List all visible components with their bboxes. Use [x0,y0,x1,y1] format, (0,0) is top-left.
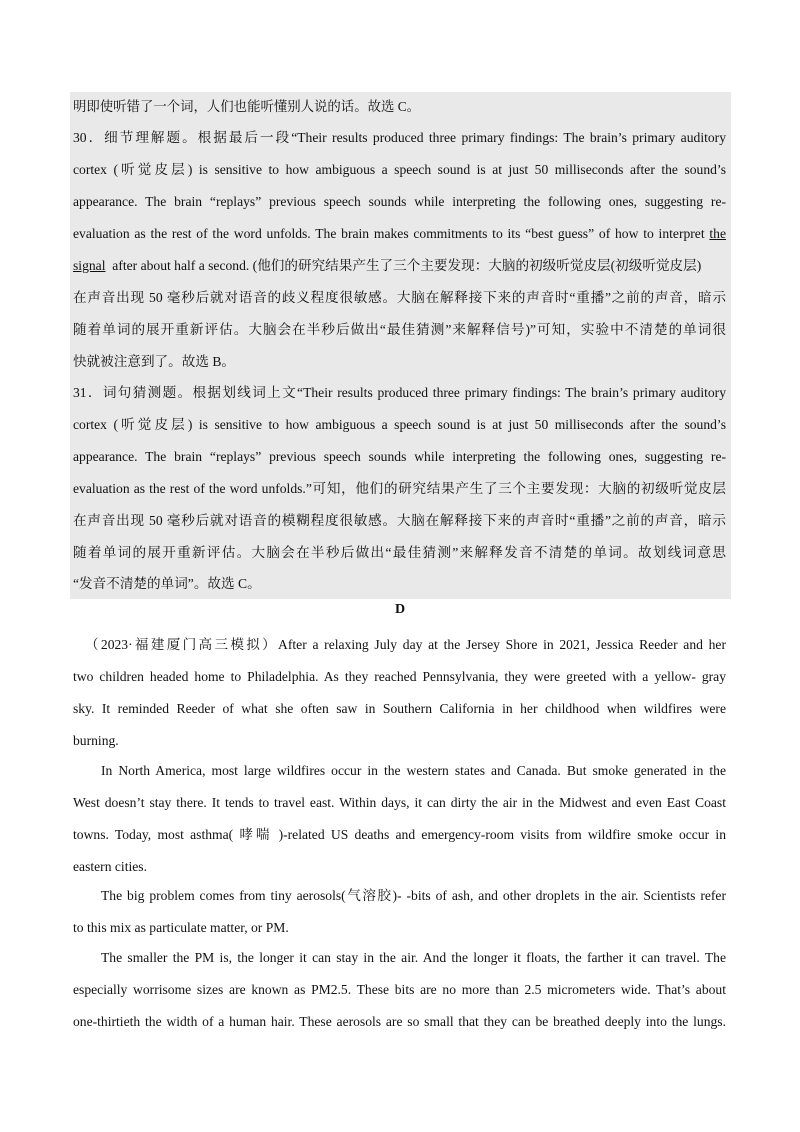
answer-30-line: 30．细节理解题。根据最后一段“Their results produced three primary findings: The brain’s primary auditory [73,130,726,145]
answer-line: 明即使听错了一个词，人们也能听懂别人说的话。故选 C。 [73,99,421,114]
answer-30-line: cortex (听觉皮层) is sensitive to how ambiguous a speech sound is at just 50 milliseconds after the sound’s [73,162,726,177]
underlined-word: signal [73,258,106,273]
section-heading: D [394,602,406,617]
passage-line: sky. It reminded Reeder of what she often saw in Southern California in her childhood when wildfires were [73,701,726,716]
passage-line: West doesn’t stay there. It tends to travel east. Within days, it can dirty the air in the Midwest and even East Coast [73,795,726,810]
passage-line: eastern cities. [73,859,147,874]
passage-line: one-thirtieth the width of a human hair. These aerosols are so small that they can be breathed deeply into the lungs. [73,1014,726,1029]
passage-line: （2023·福建厦门高三模拟）After a relaxing July day at the Jersey Shore in 2021, Jessica Reeder and her [85,637,726,652]
answer-30-text: evaluation as the rest of the word unfolds. The brain makes commitments to its “best guess” of how to interpret [73,226,710,241]
answer-31-line: appearance. The brain “replays” previous speech sounds while interpreting the following ones, suggesting re- [73,449,726,464]
passage-line: In North America, most large wildfires occur in the western states and Canada. But smoke generated in the [101,763,726,778]
passage-line: The smaller the PM is, the longer it can stay in the air. And the longer it floats, the farther it can travel. The [101,950,726,965]
underlined-word: the [709,226,726,241]
passage-line: towns. Today, most asthma( 哮喘 )-related US deaths and emergency-room visits from wildfire smoke occur in [73,827,726,842]
answer-30-line: appearance. The brain “replays” previous speech sounds while interpreting the following ones, suggesting re- [73,194,726,209]
passage-line: to this mix as particulate matter, or PM. [73,920,289,935]
passage-line: especially worrisome sizes are known as PM2.5. These bits are no more than 2.5 micrometers wide. That’s about [73,982,726,997]
answer-31-line: evaluation as the rest of the word unfolds.”可知，他们的研究结果产生了三个主要发现：大脑的初级听觉皮层 [73,481,726,496]
answer-31-line: 随着单词的展开重新评估。大脑会在半秒后做出“最佳猜测”来解释发音不清楚的单词。故划线词意思 [73,545,726,560]
answer-30-text: after about half a second. (他们的研究结果产生了三个主要发现：大脑的初级听觉皮层(初级听觉皮层) [105,258,702,273]
answer-31-line: 在声音出现 50 毫秒后就对语音的模糊程度很敏感。大脑在解释接下来的声音时“重播”之前的声音，暗示 [73,513,726,528]
answer-30-line: 快就被注意到了。故选 B。 [73,354,235,369]
answer-30-line: 随着单词的展开重新评估。大脑会在半秒后做出“最佳猜测”来解释信号)”可知，实验中不清楚的单词很 [73,322,726,337]
answer-31-line: cortex (听觉皮层) is sensitive to how ambiguous a speech sound is at just 50 milliseconds after the sound’s [73,417,726,432]
answer-31-line: 31．词句猜测题。根据划线词上文“Their results produced three primary findings: The brain’s primary auditory [73,385,726,400]
passage-line: burning. [73,733,119,748]
answer-30-line [73,257,701,275]
passage-line: two children headed home to Philadelphia. As they reached Pennsylvania, they were greeted with a yellow- gray [73,669,726,684]
answer-31-line: “发音不清楚的单词”。故选 C。 [73,576,261,591]
answer-30-line [73,225,726,243]
passage-line: The big problem comes from tiny aerosols(气溶胶)- -bits of ash, and other droplets in the air. Scientists refer [101,888,726,903]
answer-30-line: 在声音出现 50 毫秒后就对语音的歧义程度很敏感。大脑在解释接下来的声音时“重播”之前的声音，暗示 [73,290,726,305]
